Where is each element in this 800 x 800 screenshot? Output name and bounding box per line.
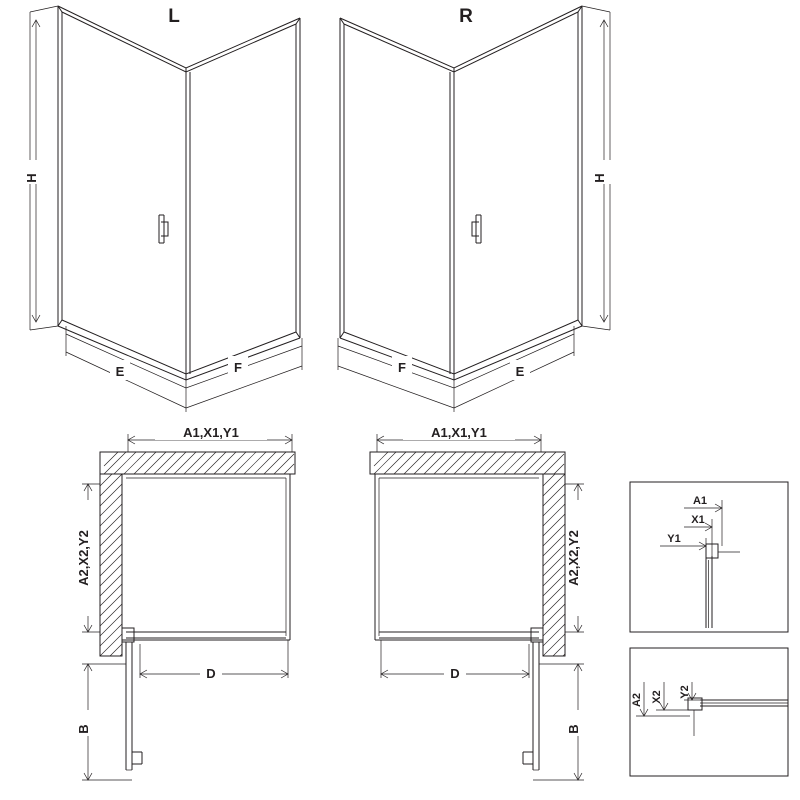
label-plan-right-top-dim: A1,X1,Y1 [431,425,487,440]
label-detail-bottom-a2: A2 [631,692,643,708]
label-height-left: H [24,173,39,183]
label-plan-left-door-swing: B [76,724,91,734]
label-height-right: H [592,173,607,183]
detail-view-top [630,482,788,632]
perspective-view-left [24,6,302,412]
label-front-right-E: E [515,364,525,379]
label-detail-top-a1: A1 [692,495,708,507]
detail-view-bottom [630,648,788,776]
label-plan-right-side-dim: A2,X2,Y2 [566,530,581,586]
label-front-left-F: F [398,360,406,375]
plan-view-left [76,424,295,780]
label-plan-right-door-swing: B [566,724,581,734]
label-detail-top-y1: Y1 [667,533,681,545]
plan-view-right [370,424,587,780]
title-right-version: R [459,6,473,27]
perspective-view-right [338,6,613,412]
label-front-right-F: F [234,360,242,375]
label-plan-left-top-dim: A1,X1,Y1 [183,425,239,440]
label-plan-left-side-dim: A2,X2,Y2 [76,530,91,586]
label-detail-bottom-x2: X2 [651,690,663,704]
label-plan-left-door-width: D [206,666,216,681]
label-detail-bottom-y2: Y2 [679,685,691,699]
label-detail-top-x1: X1 [691,514,705,526]
label-front-left-E: E [115,364,125,379]
label-plan-right-door-width: D [450,666,460,681]
title-left-version: L [168,6,180,27]
